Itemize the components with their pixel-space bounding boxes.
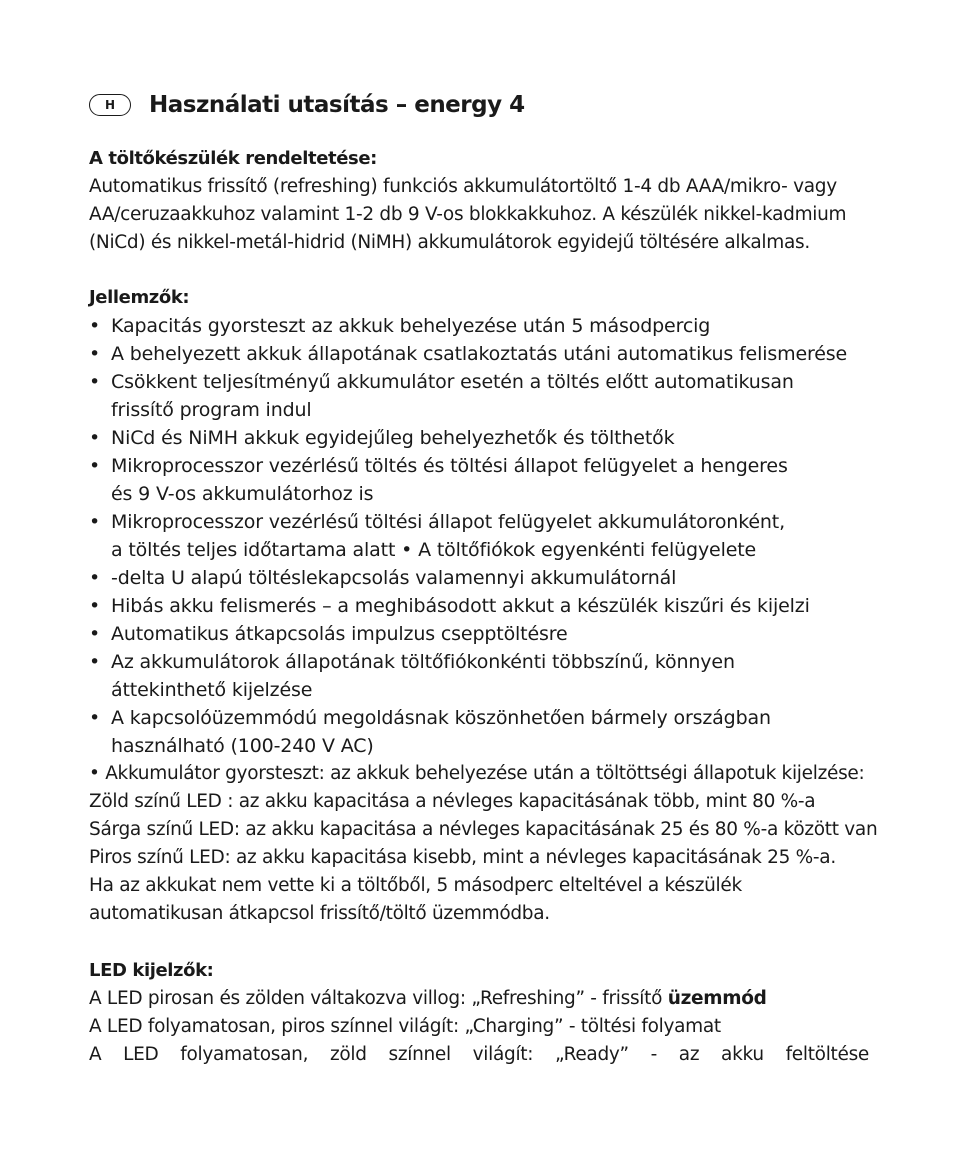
feature-item <box>89 480 869 508</box>
led-heading: LED kijelzők: <box>89 960 214 981</box>
led-line-ready: A LED folyamatosan, zöld színnel világít: „Ready” - az akku feltöltése <box>89 1044 869 1065</box>
feature-item <box>89 704 869 732</box>
manual-page <box>89 88 878 1069</box>
purpose-heading: A töltőkészülék rendeltetése: <box>89 148 377 169</box>
purpose-line: Automatikus frissítő (refreshing) funkciós akkumulátortöltő 1-4 db AAA/mikro- vagy <box>89 176 837 197</box>
quicktest-line: automatikusan átkapcsol frissítő/töltő üzemmódba. <box>89 903 550 924</box>
feature-text: Csökkent teljesítményű akkumulátor esetén a töltés előtt automatikusan <box>111 371 794 393</box>
feature-item <box>89 312 869 340</box>
feature-item <box>89 452 869 480</box>
feature-text: frissítő program indul <box>111 399 312 421</box>
purpose-line: (NiCd) és nikkel-metál-hidrid (NiMH) akkumulátorok egyidejű töltésére alkalmas. <box>89 232 810 253</box>
bullet-marker: • <box>89 511 101 533</box>
bullet-marker: • <box>89 707 101 729</box>
feature-list <box>89 312 869 760</box>
bullet-marker <box>89 536 111 564</box>
led-line-refreshing <box>89 985 869 1013</box>
feature-item <box>89 536 869 564</box>
bullet-marker: • <box>89 343 101 365</box>
led-line-emphasis: üzemmód <box>667 988 767 1009</box>
feature-item <box>89 368 869 396</box>
bullet-marker: • <box>89 455 101 477</box>
feature-item <box>89 620 869 648</box>
feature-text: és 9 V-os akkumulátorhoz is <box>111 483 374 505</box>
feature-text: a töltés teljes időtartama alatt • A töltőfiókok egyenkénti felügyelete <box>111 539 757 561</box>
header <box>89 88 869 122</box>
feature-item <box>89 592 869 620</box>
bullet-marker: • <box>89 595 101 617</box>
bullet-marker <box>89 480 111 508</box>
page-title: Használati utasítás – energy 4 <box>149 92 525 118</box>
feature-text: Az akkumulátorok állapotának töltőfiókonkénti többszínű, könnyen <box>111 651 735 673</box>
feature-item <box>89 340 869 368</box>
bullet-marker: • <box>89 651 101 673</box>
feature-item <box>89 564 869 592</box>
feature-item <box>89 396 869 424</box>
quicktest-line: Piros színű LED: az akku kapacitása kisebb, mint a névleges kapacitásának 25 %-a. <box>89 847 836 868</box>
feature-text: Hibás akku felismerés – a meghibásodott akkut a készülék kiszűri és kijelzi <box>111 595 810 617</box>
bullet-marker: • <box>89 315 101 337</box>
features-heading: Jellemzők: <box>89 287 190 308</box>
quicktest-line: Ha az akkukat nem vette ki a töltőből, 5 másodperc elteltével a készülék <box>89 875 742 896</box>
bullet-marker: • <box>89 567 101 589</box>
led-line-text: A LED pirosan és zölden váltakozva villog: „Refreshing” - frissítő <box>89 988 668 1009</box>
feature-text: Automatikus átkapcsolás impulzus csepptöltésre <box>111 623 568 645</box>
led-line-charging: A LED folyamatosan, piros színnel világít: „Charging” - töltési folyamat <box>89 1016 721 1037</box>
feature-text: Mikroprocesszor vezérlésű töltési állapot felügyelet akkumulátoronként, <box>111 511 785 533</box>
feature-text: A kapcsolóüzemmódú megoldásnak köszönhetően bármely országban <box>111 707 771 729</box>
feature-item <box>89 676 869 704</box>
feature-text: használható (100-240 V AC) <box>111 735 374 757</box>
quicktest-line: Zöld színű LED : az akku kapacitása a névleges kapacitásának több, mint 80 %-a <box>89 791 816 812</box>
feature-text: áttekinthető kijelzése <box>111 679 313 701</box>
feature-item <box>89 648 869 676</box>
feature-text: A behelyezett akkuk állapotának csatlakoztatás utáni automatikus felismerése <box>111 343 848 365</box>
bullet-marker: • <box>89 371 101 393</box>
feature-text: -delta U alapú töltéslekapcsolás valamennyi akkumulátornál <box>111 567 677 589</box>
feature-text: NiCd és NiMH akkuk egyidejűleg behelyezhetők és tölthetők <box>111 427 675 449</box>
feature-item <box>89 732 869 760</box>
feature-text: Mikroprocesszor vezérlésű töltés és töltési állapot felügyelet a hengeres <box>111 455 788 477</box>
feature-item <box>89 508 869 536</box>
quicktest-line: • Akkumulátor gyorsteszt: az akkuk behelyezése után a töltöttségi állapotuk kijelzése: <box>89 763 865 784</box>
feature-item <box>89 424 869 452</box>
bullet-marker <box>89 732 111 760</box>
bullet-marker <box>89 396 111 424</box>
bullet-marker: • <box>89 623 101 645</box>
language-badge: H <box>89 94 131 116</box>
quicktest-line: Sárga színű LED: az akku kapacitása a névleges kapacitásának 25 és 80 %-a között van <box>89 819 878 840</box>
bullet-marker: • <box>89 427 101 449</box>
purpose-line: AA/ceruzaakkuhoz valamint 1-2 db 9 V-os blokkakkuhoz. A készülék nikkel-kadmium <box>89 204 847 225</box>
feature-text: Kapacitás gyorsteszt az akkuk behelyezése után 5 másodpercig <box>111 315 711 337</box>
bullet-marker <box>89 676 111 704</box>
